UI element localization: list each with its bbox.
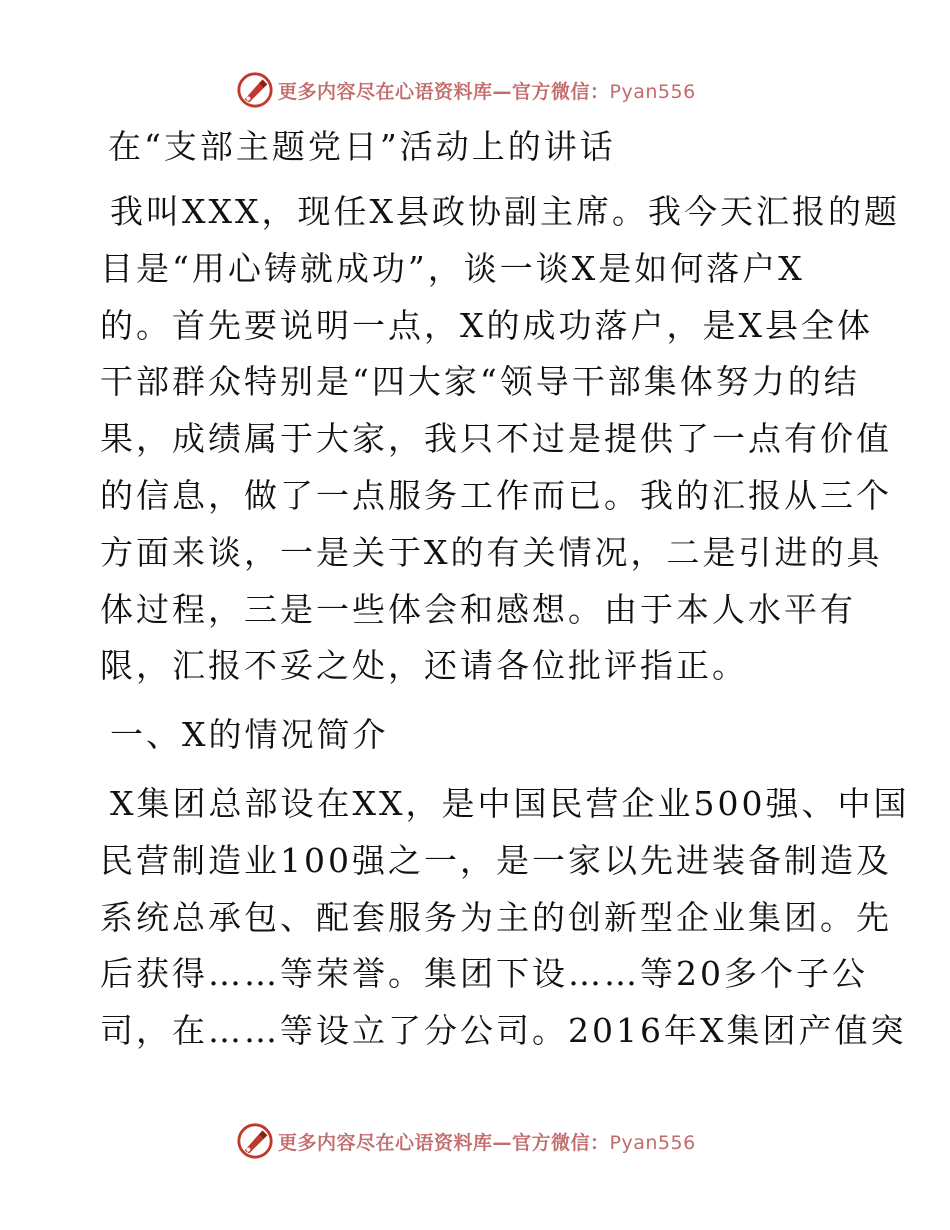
paragraph-spacer bbox=[100, 172, 860, 184]
watermark-wechat-id: Pyan556 bbox=[609, 80, 696, 103]
text-line: 系统总承包、配套服务为主的创新型企业集团。先 bbox=[100, 897, 892, 937]
text-line: 的。首先要说明一点，X的成功落户，是X县全体 bbox=[100, 305, 873, 345]
text-line: 体过程，三是一些体会和感想。由于本人水平有 bbox=[100, 589, 856, 629]
document-content bbox=[100, 122, 910, 1060]
document-title: 在“支部主题党日”活动上的讲话 bbox=[108, 127, 616, 166]
text-line: X集团总部设在XX，是中国民营企业500强、中国 bbox=[110, 783, 910, 823]
watermark-banner-bottom bbox=[236, 1121, 696, 1161]
text-line: 民营制造业100强之一，是一家以先进装备制造及 bbox=[100, 840, 892, 880]
watermark-label: 更多内容尽在心语资料库—官方微信： bbox=[278, 1131, 610, 1154]
section-heading: 一、X的情况简介 bbox=[110, 715, 389, 755]
paragraph-company bbox=[100, 776, 910, 833]
watermark-wechat-id: Pyan556 bbox=[609, 1131, 696, 1154]
watermark-text bbox=[278, 1128, 696, 1155]
paragraph-spacer bbox=[100, 764, 860, 776]
pen-logo-icon bbox=[236, 71, 274, 109]
watermark-text bbox=[278, 77, 696, 104]
text-line: 目是“用心铸就成功”，谈一谈X是如何落户X bbox=[100, 248, 805, 288]
paragraph-intro bbox=[100, 184, 900, 241]
text-line: 方面来谈，一是关于X的有关情况，二是引进的具 bbox=[100, 532, 883, 572]
pen-logo-icon bbox=[236, 1122, 274, 1160]
paragraph-spacer bbox=[100, 695, 860, 707]
text-line: 果，成绩属于大家，我只不过是提供了一点有价值 bbox=[100, 419, 892, 459]
text-line: 干部群众特别是“四大家“领导干部集体努力的结 bbox=[100, 362, 860, 402]
text-line: 限，汇报不妥之处，还请各位批评指正。 bbox=[100, 646, 748, 686]
watermark-label: 更多内容尽在心语资料库—官方微信： bbox=[278, 80, 610, 103]
paragraph-intro-continued bbox=[100, 241, 892, 695]
watermark-banner-top bbox=[236, 70, 696, 110]
text-line: 我叫XXX，现任X县政协副主席。我今天汇报的题 bbox=[110, 192, 900, 231]
paragraph-company-continued bbox=[100, 833, 907, 1060]
text-line: 的信息，做了一点服务工作而已。我的汇报从三个 bbox=[100, 475, 892, 515]
text-line: 后获得……等荣誉。集团下设……等20多个子公 bbox=[100, 954, 868, 994]
text-line: 司，在……等设立了分公司。2016年X集团产值突 bbox=[100, 1011, 907, 1051]
